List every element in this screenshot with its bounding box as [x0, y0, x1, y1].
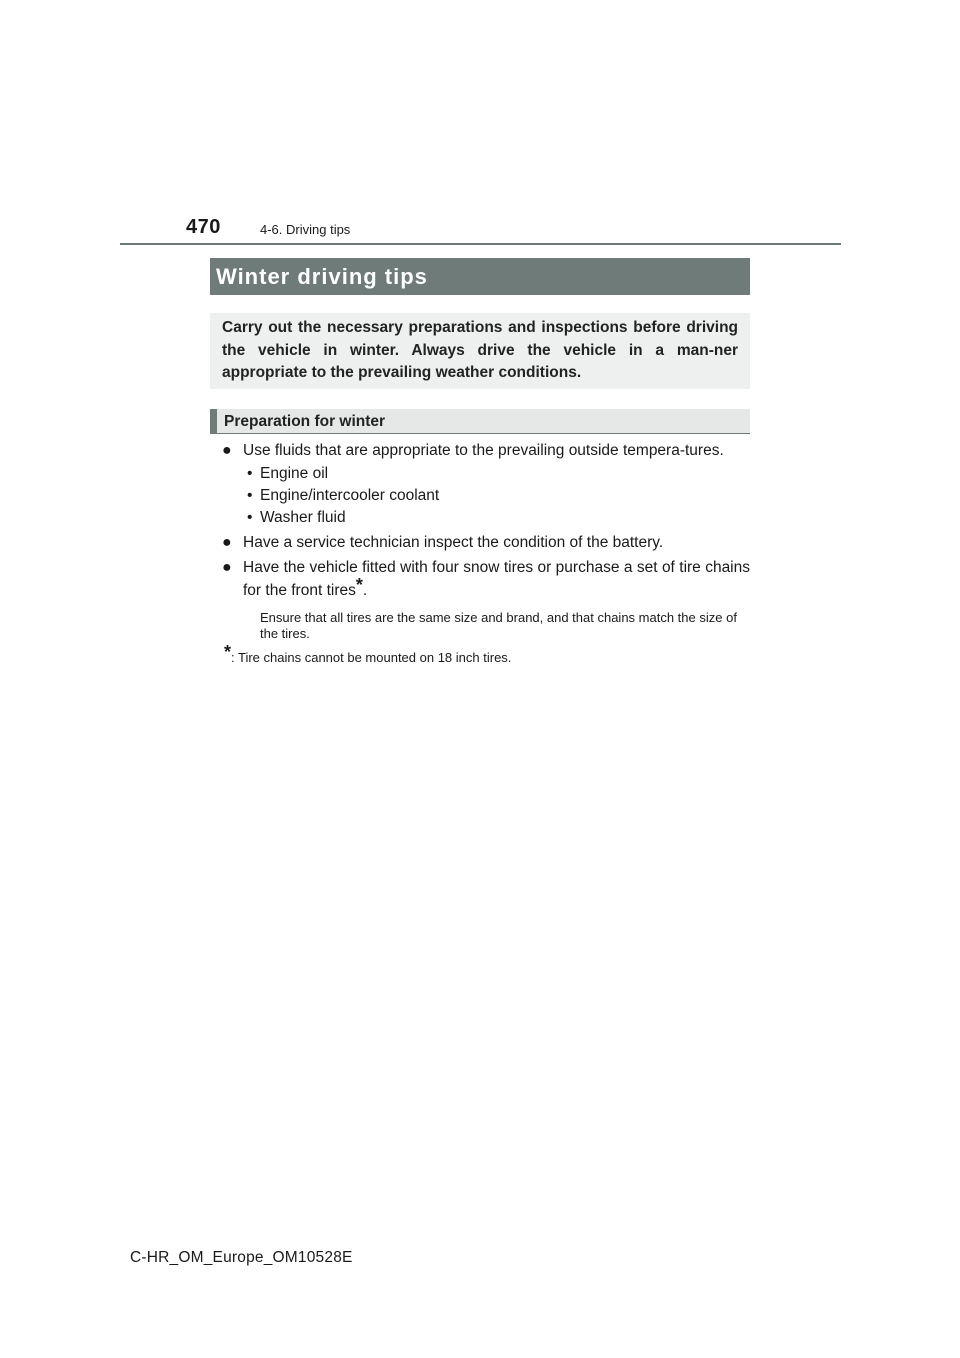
section-label: 4-6. Driving tips	[260, 222, 351, 237]
sub-bullet-icon: •	[247, 464, 253, 482]
page-title: Winter driving tips	[210, 258, 750, 295]
subheading-text: Preparation for winter	[224, 413, 386, 430]
list-item	[210, 557, 750, 602]
content	[210, 440, 750, 666]
list-item	[210, 507, 750, 529]
bullet-icon: ●	[222, 533, 232, 551]
sub-item-text: Engine/intercooler coolant	[260, 486, 440, 504]
fluid-list	[210, 463, 750, 529]
asterisk-icon: *	[355, 574, 363, 595]
list-item	[210, 532, 750, 555]
subheading	[210, 409, 750, 434]
header-divider	[120, 243, 841, 245]
list-item	[210, 463, 750, 485]
sub-bullet-icon: •	[247, 486, 253, 504]
bullet-icon: ●	[222, 559, 232, 576]
intro-text: Carry out the necessary preparations and inspections before driving the vehicle in winter. Always drive the vehicle in a man-ner appropriate to the prevailing weather conditions.	[222, 319, 738, 381]
list-item	[210, 485, 750, 507]
asterisk-icon: *	[224, 642, 232, 662]
bullet-text-end: .	[362, 581, 368, 599]
sub-item-text: Engine oil	[260, 464, 329, 482]
footer-doc-id: C-HR_OM_Europe_OM10528E	[130, 1249, 353, 1266]
bullet-icon: ●	[222, 442, 232, 459]
page-number: 470	[186, 216, 221, 238]
footnote	[210, 642, 750, 666]
footnote-text: : Tire chains cannot be mounted on 18 inch tires.	[231, 650, 512, 665]
list-item	[210, 440, 750, 463]
bullet-text: Use fluids that are appropriate to the prevailing outside tempera-tures.	[243, 442, 724, 459]
sub-bullet-icon: •	[247, 508, 253, 526]
note-text: Ensure that all tires are the same size and brand, and that chains match the size of the tires.	[260, 610, 737, 641]
sub-item-text: Washer fluid	[260, 508, 346, 526]
bullet-text: Have a service technician inspect the condition of the battery.	[243, 533, 664, 551]
bullet-text: Have the vehicle fitted with four snow tires or purchase a set of tire chains for the front tires	[243, 559, 750, 599]
intro-box	[210, 313, 750, 389]
